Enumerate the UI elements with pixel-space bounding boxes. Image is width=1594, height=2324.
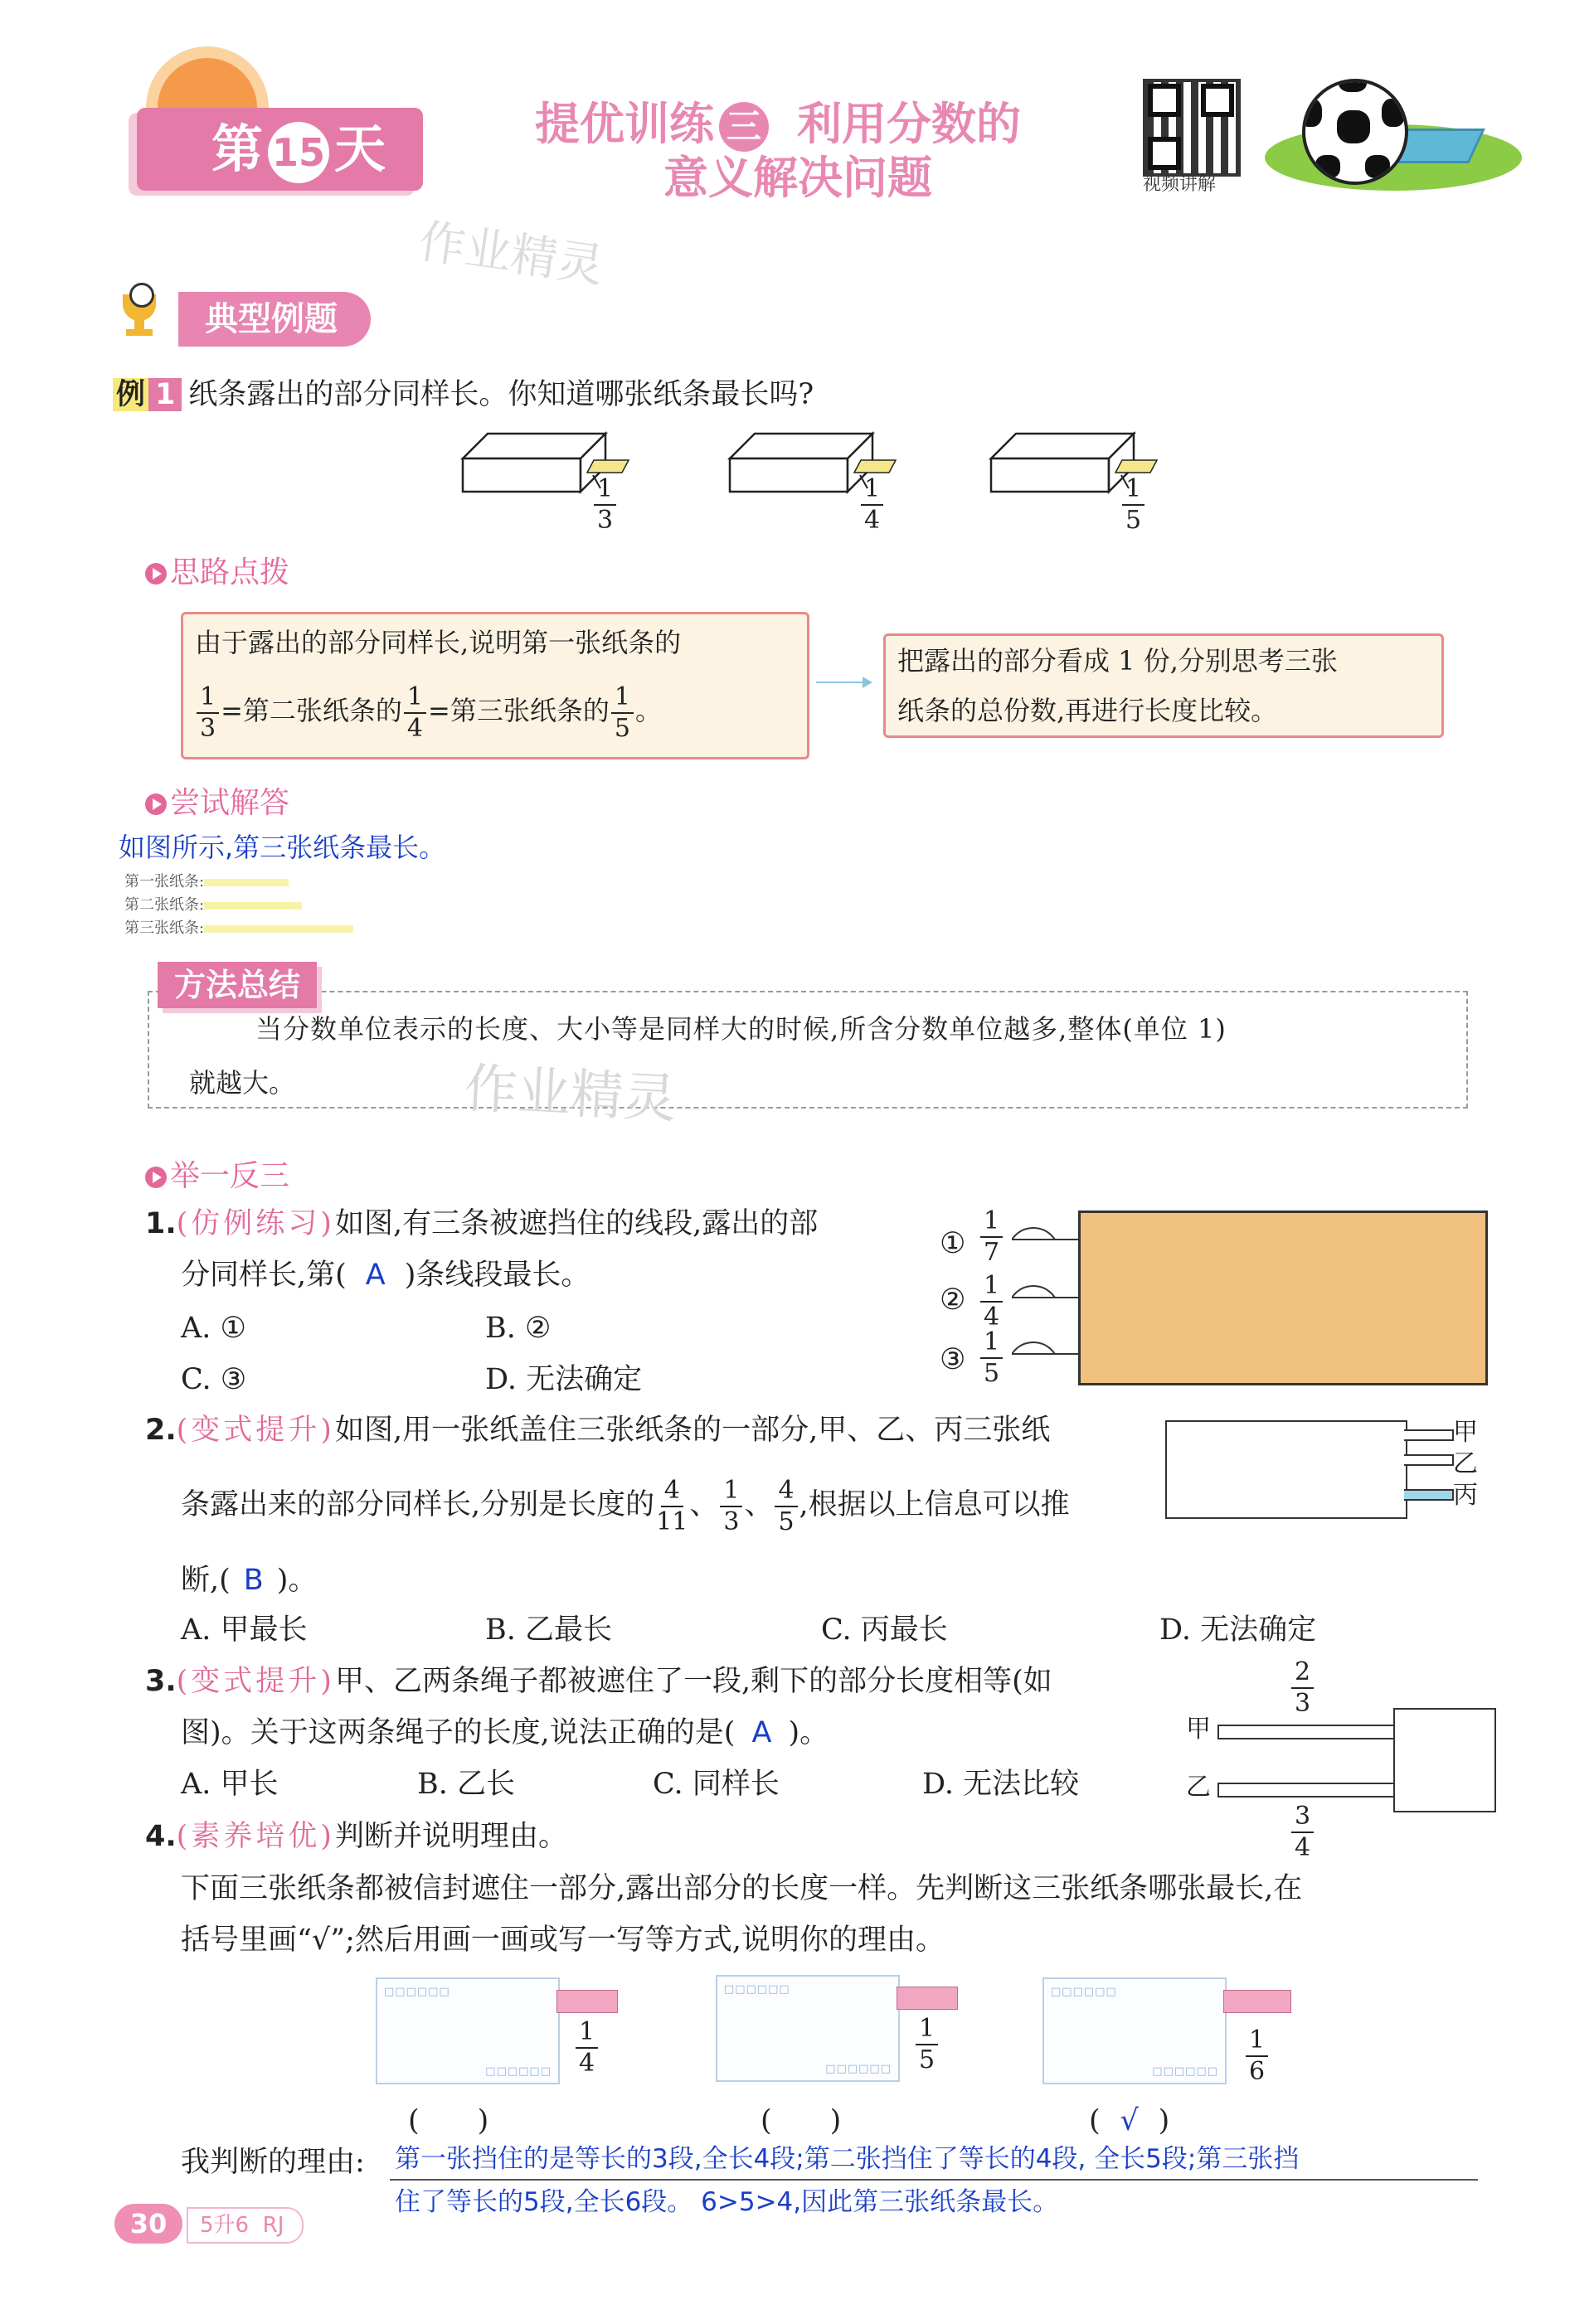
practice-title: 举一反三 bbox=[145, 1152, 289, 1195]
q1-option-a[interactable]: A. ① bbox=[181, 1312, 246, 1345]
q3-answer: A bbox=[751, 1716, 772, 1749]
trial-strips bbox=[124, 871, 353, 940]
qr-label: 视频讲解 bbox=[1143, 174, 1217, 195]
q2-line1: 2.(变式提升)如图,用一张纸盖住三张纸条的一部分,甲、乙、丙三张纸 bbox=[145, 1414, 1051, 1447]
section-example-label: 典型例题 bbox=[178, 292, 371, 347]
q4-line3: 括号里画“√”;然后用画一画或写一写等方式,说明你的理由。 bbox=[181, 1924, 945, 1957]
q1-segments bbox=[1012, 1215, 1086, 1380]
q2-label-yi: 乙 bbox=[1453, 1449, 1478, 1478]
q4-frac-2: $\frac{1}{5}$ bbox=[914, 2016, 940, 2073]
envelope-2: □□□□□□ □□□□□□ bbox=[716, 1975, 900, 2082]
q2-option-b[interactable]: B. 乙最长 bbox=[485, 1613, 612, 1647]
envelope-3: □□□□□□ □□□□□□ bbox=[1042, 1977, 1227, 2084]
page-subtitle: 意义解决问题 bbox=[663, 152, 932, 204]
qr-finder bbox=[1148, 84, 1181, 117]
arrow-head bbox=[863, 677, 872, 688]
q3-rope-jia bbox=[1217, 1725, 1397, 1739]
example-question: 例 1 纸条露出的部分同样长。你知道哪张纸条最长吗? bbox=[113, 371, 814, 418]
q1-option-d[interactable]: D. 无法确定 bbox=[485, 1363, 643, 1396]
day-number: 15 bbox=[268, 122, 329, 183]
qr-finder bbox=[1148, 137, 1181, 170]
strip-row: 第一张纸条: bbox=[124, 871, 353, 894]
title-badge: 三 bbox=[719, 102, 769, 152]
thinking-right-box: 把露出的部分看成 1 份,分别思考三张 纸条的总份数,再进行长度比较。 bbox=[883, 633, 1444, 738]
qr-finder bbox=[1201, 84, 1234, 117]
q1-circle-1: ① bbox=[940, 1227, 966, 1260]
example-number: 1 bbox=[148, 378, 182, 411]
q1-circle-2: ② bbox=[940, 1283, 966, 1317]
q4-reason-line1: 第一张挡住的是等长的3段,全长4段;第二张挡住了等长的4段, 全长5段;第三张挡 bbox=[395, 2144, 1300, 2174]
thinking-title: 思路点拨 bbox=[145, 549, 289, 591]
q1-circle-3: ③ bbox=[940, 1343, 966, 1376]
day-badge-text: 第 15 天 bbox=[211, 116, 386, 183]
q2-cover-paper bbox=[1165, 1420, 1407, 1519]
method-line2: 就越大。 bbox=[189, 1067, 296, 1099]
envelope-strip-2 bbox=[897, 1987, 958, 2010]
example-prefix: 例 bbox=[113, 378, 148, 411]
page-title: 提优训练 三 利用分数的 bbox=[535, 95, 1021, 153]
q2-label-jia: 甲 bbox=[1453, 1418, 1478, 1447]
trophy-icon bbox=[116, 286, 163, 336]
q3-label-yi: 乙 bbox=[1186, 1773, 1211, 1802]
q1-answer: A bbox=[365, 1259, 386, 1292]
q2-line3: 断,( B )。 bbox=[181, 1557, 317, 1604]
soccer-ball-icon bbox=[1302, 79, 1408, 185]
arrow-connector bbox=[816, 682, 867, 683]
q2-answer: B bbox=[243, 1564, 264, 1597]
q3-frac-bottom: $\frac{3}{4}$ bbox=[1290, 1804, 1315, 1861]
footer-tag: 5升6 RJ bbox=[187, 2207, 304, 2244]
q4-frac-1: $\frac{1}{4}$ bbox=[574, 2020, 600, 2076]
q3-option-c[interactable]: C. 同样长 bbox=[653, 1768, 780, 1801]
q2-option-c[interactable]: C. 丙最长 bbox=[821, 1613, 948, 1647]
q2-option-d[interactable]: D. 无法确定 bbox=[1159, 1613, 1317, 1647]
q3-option-b[interactable]: B. 乙长 bbox=[417, 1768, 515, 1801]
q2-strip-jia bbox=[1404, 1429, 1454, 1441]
q3-frac-top: $\frac{2}{3}$ bbox=[1290, 1660, 1315, 1716]
q2-strip-bing bbox=[1404, 1489, 1454, 1501]
q3-label-jia: 甲 bbox=[1186, 1715, 1211, 1744]
q3-option-a[interactable]: A. 甲长 bbox=[181, 1768, 279, 1801]
q4-bracket-3[interactable]: ( √ ) bbox=[1089, 2098, 1169, 2144]
play-icon bbox=[145, 1167, 167, 1188]
watermark: 作业精灵 bbox=[415, 214, 607, 294]
q3-line2: 图)。关于这两条绳子的长度,说法正确的是( A )。 bbox=[181, 1710, 829, 1756]
strip-row: 第二张纸条: bbox=[124, 894, 353, 917]
q3-line1: 3.(变式提升)甲、乙两条绳子都被遮住了一段,剩下的部分长度相等(如 bbox=[145, 1665, 1052, 1698]
q1-line1: 1.(仿例练习)如图,有三条被遮挡住的线段,露出的部 bbox=[145, 1207, 819, 1240]
q2-line2: 条露出来的部分同样长,分别是长度的 $\frac{4}{11}$ 、 $\frac{1}{3}$ 、 $\frac{4}{5}$ ,根据以上信息可以推 bbox=[181, 1475, 1070, 1536]
play-icon bbox=[145, 563, 167, 585]
header bbox=[0, 0, 1594, 294]
q1-frac-1: $\frac{1}{7}$ bbox=[979, 1209, 1004, 1265]
example-frac-3: $\frac{1}{5}$ bbox=[1120, 477, 1146, 533]
method-line1: 当分数单位表示的长度、大小等是同样大的时候,所含分数单位越多,整体(单位 1) bbox=[255, 1013, 1227, 1045]
q3-cover bbox=[1393, 1708, 1496, 1812]
page-number: 30 bbox=[114, 2204, 182, 2244]
example-frac-2: $\frac{1}{4}$ bbox=[859, 477, 885, 533]
q4-bracket-1[interactable]: ( ) bbox=[408, 2104, 489, 2137]
envelope-1: □□□□□□ □□□□□□ bbox=[376, 1977, 560, 2084]
q4-reason-line2: 住了等长的5段,全长6段。 6>5>4,因此第三张纸条最长。 bbox=[395, 2187, 1059, 2217]
trial-title: 尝试解答 bbox=[145, 779, 289, 822]
envelope-strip-1 bbox=[556, 1990, 618, 2013]
method-label: 方法总结 bbox=[158, 962, 317, 1008]
q2-label-bing: 丙 bbox=[1453, 1481, 1478, 1510]
watermark: 作业精灵 bbox=[462, 1058, 678, 1131]
q1-cover-board bbox=[1078, 1211, 1488, 1385]
q1-frac-2: $\frac{1}{4}$ bbox=[979, 1274, 1004, 1330]
q1-frac-3: $\frac{1}{5}$ bbox=[979, 1330, 1004, 1386]
envelope-strip-3 bbox=[1223, 1990, 1291, 2013]
q3-option-d[interactable]: D. 无法比较 bbox=[922, 1768, 1080, 1801]
play-icon bbox=[145, 793, 167, 815]
q2-option-a[interactable]: A. 甲最长 bbox=[181, 1613, 308, 1647]
q1-option-b[interactable]: B. ② bbox=[485, 1312, 552, 1345]
q4-bracket-2[interactable]: ( ) bbox=[761, 2104, 842, 2137]
q4-check-answer: √ bbox=[1120, 2104, 1139, 2137]
strip-row: 第三张纸条: bbox=[124, 917, 353, 940]
q1-line2: 分同样长,第( A )条线段最长。 bbox=[181, 1252, 590, 1298]
q4-frac-3: $\frac{1}{6}$ bbox=[1244, 2028, 1270, 2084]
thinking-left-box: 由于露出的部分同样长,说明第一张纸条的 $\frac{1}{3}$ =第二张纸条的 $\frac{1}{4}$ =第三张纸条的 $\frac{1}{5}$ 。 bbox=[181, 612, 809, 759]
q2-strip-yi bbox=[1404, 1454, 1454, 1466]
q4-line2: 下面三张纸条都被信封遮住一部分,露出部分的长度一样。先判断这三张纸条哪张最长,在 bbox=[181, 1872, 1303, 1905]
example-figures bbox=[448, 427, 1194, 518]
example-frac-1: $\frac{1}{3}$ bbox=[592, 477, 618, 533]
q3-rope-yi bbox=[1217, 1783, 1397, 1798]
q1-option-c[interactable]: C. ③ bbox=[181, 1363, 247, 1396]
q4-line1: 4.(素养培优)判断并说明理由。 bbox=[145, 1820, 567, 1853]
trial-answer: 如图所示,第三张纸条最长。 bbox=[119, 832, 446, 863]
q4-reason-label: 我判断的理由: bbox=[181, 2146, 365, 2179]
